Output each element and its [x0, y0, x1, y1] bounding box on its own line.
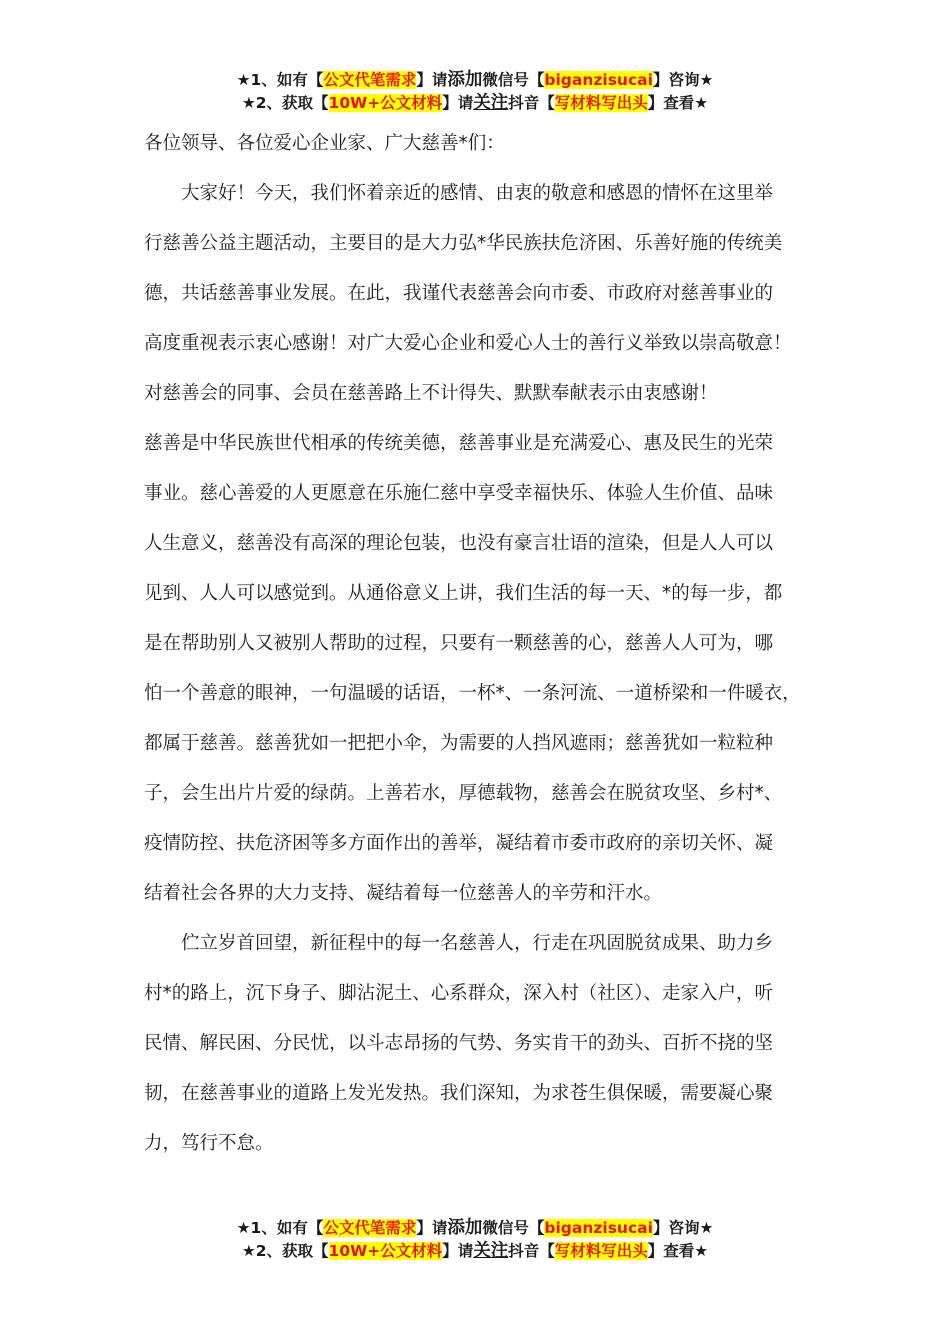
- text-line: 见到、人人可以感觉到。从通俗意义上讲，我们生活的每一天、*的每一步，都: [144, 583, 783, 604]
- banner-highlight-douyin-id: 写材料写出头: [554, 94, 648, 112]
- banner-highlight-douyin-id: 写材料写出头: [554, 1242, 648, 1260]
- banner-text: 抖音【: [508, 94, 555, 112]
- text-line: 子，会生出片片爱的绿荫。上善若水，厚德载物，慈善会在脱贫攻坚、乡村*、: [144, 783, 783, 804]
- text-line: 大家好！今天，我们怀着亲近的感情、由衷的敬意和感恩的情怀在这里举: [181, 183, 774, 204]
- banner-text: ★2、获取【: [241, 1242, 329, 1260]
- paragraph-1: [144, 178, 824, 428]
- banner-emphasis: 关注: [473, 93, 509, 113]
- paragraph-3: [144, 928, 824, 1178]
- banner-emphasis: 添加: [447, 1218, 483, 1238]
- banner-text: 】请: [442, 1242, 474, 1260]
- banner-highlight-wechat-id: biganzisucai: [544, 71, 653, 89]
- text-line: 都属于慈善。慈善犹如一把把小伞，为需要的人挡风遮雨；慈善犹如一粒粒种: [144, 733, 774, 754]
- document-body: [144, 128, 824, 1178]
- text-line: 民情、解民困、分民忧，以斗志昂扬的气势、务实肯干的劲头、百折不挠的坚: [144, 1033, 774, 1054]
- banner-text: 抖音【: [508, 1242, 555, 1260]
- banner-text: 】请: [442, 94, 474, 112]
- banner-text: 】请: [416, 1219, 448, 1237]
- banner-highlight-service: 公文代笔需求: [323, 1219, 417, 1237]
- footer-banner: [0, 1217, 950, 1263]
- banner-text: ★2、获取【: [241, 94, 329, 112]
- text-line: 行慈善公益主题活动，主要目的是大力弘*华民族扶危济困、乐善好施的传统美: [144, 233, 783, 254]
- text-line: 韧，在慈善事业的道路上发光发热。我们深知，为求苍生俱保暖，需要凝心聚: [144, 1083, 774, 1104]
- text-line: 结着社会各界的大力支持、凝结着每一位慈善人的辛劳和汗水。: [144, 883, 663, 904]
- banner-line-1: [0, 1217, 950, 1240]
- banner-highlight-service: 公文代笔需求: [323, 71, 417, 89]
- banner-text: 】请: [416, 71, 448, 89]
- text-line: 村*的路上，沉下身子、脚沾泥土、心系群众，深入村（社区）、走家入户，听: [144, 983, 774, 1004]
- text-line: 怕一个善意的眼神，一句温暖的话语，一杯*、一条河流、一道桥梁和一件暖衣，: [144, 683, 801, 704]
- text-line: 事业。慈心善爱的人更愿意在乐施仁慈中享受幸福快乐、体验人生价值、品味: [144, 483, 774, 504]
- text-line: 人生意义，慈善没有高深的理论包装，也没有豪言壮语的渲染，但是人人可以: [144, 533, 774, 554]
- banner-text: 微信号【: [482, 71, 545, 89]
- banner-highlight-materials: 10W+公文材料: [328, 1242, 443, 1260]
- paragraph-2: [144, 428, 824, 928]
- text-line: 伫立岁首回望，新征程中的每一名慈善人，行走在巩固脱贫成果、助力乡: [181, 933, 774, 954]
- salutation: 各位领导、各位爱心企业家、广大慈善*们：: [144, 133, 505, 154]
- banner-text: ★1、如有【: [236, 71, 324, 89]
- banner-text: 微信号【: [482, 1219, 545, 1237]
- banner-text: 】查看★: [647, 94, 709, 112]
- text-line: 慈善是中华民族世代相承的传统美德，慈善事业是充满爱心、惠及民生的光荣: [144, 433, 774, 454]
- text-line: 力，笃行不怠。: [144, 1133, 274, 1154]
- text-line: 德，共话慈善事业发展。在此，我谨代表慈善会向市委、市政府对慈善事业的: [144, 283, 774, 304]
- banner-text: 】咨询★: [652, 1219, 714, 1237]
- text-line: 对慈善会的同事、会员在慈善路上不计得失、默默奉献表示由衷感谢！: [144, 383, 718, 404]
- text-line: 高度重视表示衷心感谢！对广大爱心企业和爱心人士的善行义举致以崇高敬意！: [144, 333, 792, 354]
- banner-text: 】查看★: [647, 1242, 709, 1260]
- banner-highlight-materials: 10W+公文材料: [328, 94, 443, 112]
- banner-line-2: [0, 92, 950, 115]
- banner-line-2: [0, 1240, 950, 1263]
- banner-emphasis: 关注: [473, 1241, 509, 1261]
- banner-emphasis: 添加: [447, 70, 483, 90]
- text-line: 是在帮助别人又被别人帮助的过程，只要有一颗慈善的心，慈善人人可为，哪: [144, 633, 774, 654]
- text-line: 疫情防控、扶危济困等多方面作出的善举，凝结着市委市政府的亲切关怀、凝: [144, 833, 774, 854]
- header-banner: [0, 69, 950, 115]
- banner-line-1: [0, 69, 950, 92]
- banner-text: 】咨询★: [652, 71, 714, 89]
- banner-highlight-wechat-id: biganzisucai: [544, 1219, 653, 1237]
- banner-text: ★1、如有【: [236, 1219, 324, 1237]
